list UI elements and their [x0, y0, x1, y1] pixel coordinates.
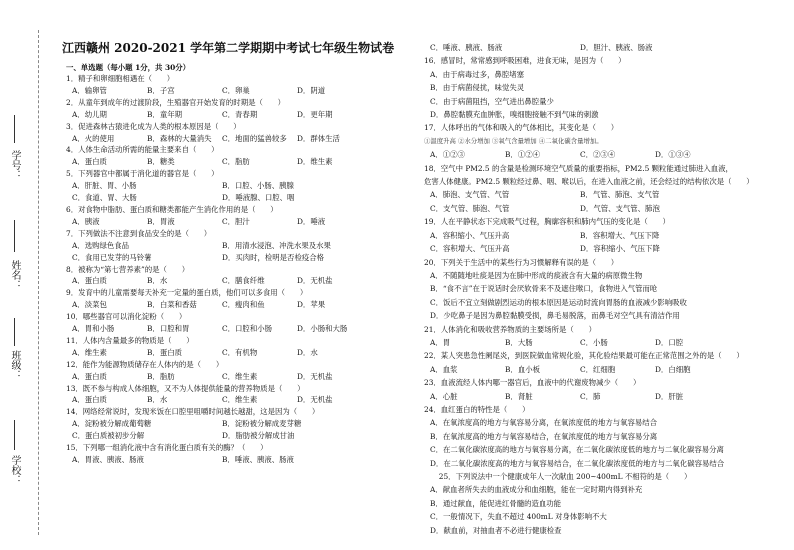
question-q15_cont [420, 41, 790, 54]
option-b: B．“食不言”在于说话时会厌软骨来不及遮住喉口，食物进入气管而呛 [430, 284, 658, 294]
question-stem: 8．被称为“第七营养素”的是（ ） [66, 264, 190, 274]
student-name-line [14, 220, 15, 252]
question-stem: 15．下列哪一组消化液中含有消化蛋白质有关的酶？（ ） [66, 443, 268, 453]
option-b: B．口腔、小肠、胰腺 [222, 181, 294, 191]
option-c: C．容积增大、气压升高 [430, 244, 510, 254]
binding-dashed-line [38, 30, 39, 535]
question-q25 [420, 470, 790, 537]
question-q9 [62, 287, 432, 311]
question-q2 [62, 97, 432, 121]
option-c: C．小肠 [580, 337, 608, 347]
option-d: D．鼻腔黏膜充血肿胀，嗅细胞接触不到气味的刺激 [430, 110, 599, 120]
option-c: C．饭后不宜立刻做剧烈运动的根本原因是运动时流向胃肠的血液减少影响吸收 [430, 297, 687, 307]
option-c: C．瘦肉和鱼 [222, 300, 265, 310]
option-b: B．通过献血，能促进红骨髓的造血功能 [430, 498, 562, 508]
option-c: C．维生素 [222, 395, 258, 405]
option-d: D．口腔 [655, 337, 684, 347]
option-a: A．维生素 [72, 347, 107, 357]
option-a: A．淡菜包 [72, 300, 107, 310]
question-stem: 7．下列做法不注意到食品安全的是（ ） [66, 228, 212, 238]
section-heading: 一、单选题（每小题 1分，共 30分） [66, 63, 191, 72]
class-line [14, 318, 15, 346]
option-a: A．血浆 [430, 364, 458, 374]
option-b: B．肾脏 [505, 391, 533, 401]
option-a: A．蛋白质 [72, 157, 107, 167]
question-q6 [62, 204, 432, 228]
question-q17 [420, 121, 790, 161]
option-a: A．容积缩小、气压升高 [430, 230, 510, 240]
question-stem: 5．下列器官中都属于消化道的器官是（ ） [66, 169, 219, 179]
option-a: A．肺泡、支气管、气管 [430, 190, 510, 200]
option-d: D．无机盐 [297, 371, 333, 381]
option-d: D．唾液腺、口腔、咽 [222, 193, 295, 203]
question-stem: 16．感冒时，常常感到呼吸困难，进食无味，是因为（ ） [424, 56, 626, 66]
option-a: A．蛋白质 [72, 276, 107, 286]
option-b: B．水 [147, 395, 168, 405]
question-q10 [62, 311, 432, 335]
question-stem: 13．既不参与构成人体细胞，又不为人体提供能量的营养物质是（ ） [66, 383, 305, 393]
question-q18 [420, 162, 790, 216]
class-label: 班级： [9, 350, 20, 380]
option-d: D．小肠和大肠 [297, 324, 348, 334]
question-stem: 9．发育中的儿童需要每天补充一定量的蛋白质，他们可以多食用（ ） [66, 288, 308, 298]
option-a: A．①②③ [430, 150, 465, 160]
option-c: C．食道、胃、大肠 [72, 193, 137, 203]
question-q1_a [62, 73, 432, 97]
option-b: B．淀粉被分解成麦芽糖 [222, 419, 302, 429]
student-id-label: 学号： [9, 150, 20, 180]
option-d: D．苹果 [297, 300, 326, 310]
question-stem: 3．促进森林古猿进化成为人类的根本原因是（ ） [66, 121, 241, 131]
question-stem: 21．人体消化和吸收营养物质的主要场所是（ ） [424, 324, 597, 334]
question-q13 [62, 383, 432, 407]
student-id-line [14, 115, 15, 143]
option-c: C．蛋白质被初步分解 [72, 431, 145, 441]
option-d: D．无机盐 [297, 395, 333, 405]
question-stem: 6．对食物中脂肪、蛋白质和糖类都能产生消化作用的是（ ） [66, 204, 278, 214]
question-q8 [62, 264, 432, 288]
question-q19 [420, 215, 790, 255]
option-d: D．少吃鼻子是因为鼻腔黏膜受损，鼻毛易脱落，而鼻毛对空气具有清洁作用 [430, 311, 680, 321]
option-c: C．卵巢 [222, 85, 250, 95]
option-c: C．膳食纤维 [222, 276, 265, 286]
question-stem-continued: 危害人体健康。PM2.5 颗粒经过鼻、咽、喉以后，在进入血液之前，还会经过的结构依次是（ ） [424, 177, 754, 187]
option-d: D．气管、支气管、肺泡 [580, 203, 660, 213]
option-c: C．②③④ [580, 150, 616, 160]
left-column [62, 0, 432, 466]
option-d: D．在二氧化碳浓度高的地方与氧容易结合，在二氧化碳浓度低的地方与二氧化碳容易结合 [430, 458, 725, 468]
option-a: A．由于病毒过多，鼻腔堵塞 [430, 69, 525, 79]
option-c: C．在二氧化碳浓度高的地方与氧容易分离，在二氧化碳浓度低的地方与二氧化碳容易分离 [430, 445, 724, 455]
question-stem: 24．血红蛋白的特性是（ ） [424, 404, 530, 414]
option-b: B．在氧浓度高的地方与氧容易结合，在氧浓度低的地方与氧容易分离 [430, 431, 658, 441]
question-q14 [62, 406, 432, 442]
question-q23 [420, 376, 790, 403]
option-a: A．火的使用 [72, 133, 115, 143]
option-a: A．在氧浓度高的地方与氧容易分离，在氧浓度低的地方与氧容易结合 [430, 418, 658, 428]
option-d: D．群体生活 [297, 133, 340, 143]
option-b: B．胃液 [147, 216, 175, 226]
option-c: C．口腔和小肠 [222, 324, 272, 334]
option-b: B．①②④ [505, 150, 540, 160]
option-c: C．脂肪 [222, 157, 250, 167]
option-d: D．①③④ [655, 150, 691, 160]
option-a: C．唾液、胰液、肠液 [430, 43, 503, 52]
question-stem: 10．哪些器官可以消化淀粉（ ） [66, 312, 187, 322]
option-a: A．蛋白质 [72, 371, 107, 381]
question-stem: 19．人在平静状态下完成吸气过程，胸廓容积和肺内气压的变化是（ ） [424, 217, 670, 227]
option-c: C．有机物 [222, 347, 258, 357]
option-b: B．容积增大、气压下降 [580, 230, 660, 240]
question-q11 [62, 335, 432, 359]
question-q24 [420, 403, 790, 470]
question-stem: 23．血液流经人体内哪一器官后，血液中的代谢废物减少（ ） [424, 378, 641, 388]
question-q5 [62, 168, 432, 204]
school-label: 学校： [9, 455, 20, 485]
option-a: A．幼儿期 [72, 109, 107, 119]
question-q16 [420, 54, 790, 121]
option-c: C．地面的猛兽较多 [222, 133, 287, 143]
option-b: B．由于病菌侵扰，味觉失灵 [430, 83, 525, 93]
option-a: A．胰液 [72, 216, 100, 226]
option-b: B．脂肪 [147, 371, 175, 381]
option-b: B．口腔和胃 [147, 324, 190, 334]
option-b: B．血小板 [505, 364, 540, 374]
option-c: C．青春期 [222, 109, 258, 119]
option-b: B．水 [147, 276, 168, 286]
question-q7 [62, 228, 432, 264]
option-c: C．胆汁 [222, 216, 250, 226]
option-b: B．气管、肺泡、支气管 [580, 190, 660, 200]
question-q4 [62, 144, 432, 168]
question-stem: 20．下列关于生活中的某些行为习惯解释有误的是（ ） [424, 257, 619, 267]
option-c: C．食用已发芽的马铃薯 [72, 252, 152, 262]
option-a: A．蛋白质 [72, 395, 107, 405]
option-a: A．输卵管 [72, 85, 107, 95]
right-question-list [420, 41, 790, 537]
option-d: D．肝脏 [655, 391, 684, 401]
option-a: A．肝脏、胃、小肠 [72, 181, 137, 191]
question-stem: 2．从童年到成年的过渡阶段，生殖器官开始发育的时期是（ ） [66, 97, 286, 107]
option-d: D．唾液 [297, 216, 326, 226]
option-d: D．脂肪被分解成甘油 [222, 431, 295, 441]
option-b: B．唾液、胰液、肠液 [222, 455, 294, 464]
option-b: B．子宫 [147, 85, 175, 95]
option-d: D．白细胞 [655, 364, 691, 374]
school-line [14, 420, 15, 450]
question-stem: 14．网络经常说时，发现米饭在口腔里咀嚼时间越长越甜，这是因为（ ） [66, 407, 320, 417]
exam-title: 江西赣州 2020-2021 学年第二学期期中考试七年级生物试卷 [62, 41, 395, 55]
question-stem: 25．下列说法中一个健康成年人一次献血 200~400mL 不相符的是（ ） [424, 472, 692, 481]
option-b: B．童年期 [147, 109, 182, 119]
option-c: C．由于病菌阻挡，空气进出鼻腔量少 [430, 96, 554, 106]
question-stem: 12．能作为能源物质储存在人体内的是（ ） [66, 359, 224, 369]
question-stem: 11．人体内含量最多的物质是（ ） [66, 335, 194, 345]
question-stem: 18．空气中 PM2.5 的含量是检测环境空气质量的重要指标，PM2.5 颗粒能通过肺进入血液， [424, 163, 733, 173]
question-q15 [62, 442, 432, 466]
question-note: ①温度升高 ②水分增加 ③氧气含量增加 ④二氧化碳含量增加。 [424, 136, 603, 145]
question-stem: 22．某人突患急性阑尾炎，到医院做血常规化验，其化验结果最可能在正常范围之外的是（ ） [424, 351, 744, 361]
option-a: A．献血者所失去的血液成分和血细胞，能在一定时期内得到补充 [430, 485, 643, 495]
right-column [420, 0, 790, 537]
option-c: C．支气管、肺泡、气管 [430, 203, 510, 213]
option-d: D．水 [297, 347, 318, 357]
option-b: B．白菜和香菇 [147, 300, 197, 310]
option-a: A．心脏 [430, 391, 458, 401]
option-c: C．维生素 [222, 371, 258, 381]
question-q22 [420, 349, 790, 376]
question-stem: 17．人体呼出的气体和吸入的气体相比，其变化是（ ） [424, 123, 619, 133]
option-d: D．无机盐 [297, 276, 333, 286]
binding-margin [0, 0, 40, 550]
question-stem: 4．人体生命活动所需的能量主要来自（ ） [66, 145, 219, 155]
question-q20 [420, 256, 790, 323]
option-b: B．蛋白质 [147, 347, 182, 357]
option-d: D．阴道 [297, 85, 326, 95]
option-b: B．大肠 [505, 337, 533, 347]
option-b: D．胆汁、胰液、肠液 [580, 43, 653, 52]
question-stem: 1．精子和卵细胞相遇在（ ） [66, 74, 175, 83]
option-d: D．容积缩小、气压下降 [580, 244, 660, 254]
left-question-list [62, 73, 432, 466]
option-a: A．不随随地吐痰是因为在肺中形成的痰液含有大量的病原微生物 [430, 270, 643, 280]
option-d: D．买肉时，检明是否检疫合格 [222, 252, 325, 262]
option-d: D．维生素 [297, 157, 333, 167]
option-a: A．淀粉被分解成葡萄糖 [72, 419, 152, 429]
option-b: B．糖类 [147, 157, 175, 167]
question-q3 [62, 121, 432, 145]
option-c: C．肺 [580, 391, 601, 401]
option-b: B．用清水浸泡、冲洗水果及水果 [222, 240, 331, 250]
option-a: A．胃液、胰液、肠液 [72, 455, 144, 464]
student-name-label: 姓名： [9, 260, 20, 290]
option-a: A．选购绿色食品 [72, 240, 130, 250]
option-a: A．胃和小肠 [72, 324, 115, 334]
question-q12 [62, 359, 432, 383]
question-q21 [420, 323, 790, 350]
option-d: D．献血前，对抽血者不必进行健康检查 [430, 525, 562, 535]
option-c: C．一般情况下，失血不超过 400mL 对身体影响不大 [430, 512, 607, 522]
option-a: A．胃 [430, 337, 451, 347]
option-b: B．森林的大量消失 [147, 133, 212, 143]
option-d: D．更年期 [297, 109, 333, 119]
option-c: C．红细胞 [580, 364, 616, 374]
